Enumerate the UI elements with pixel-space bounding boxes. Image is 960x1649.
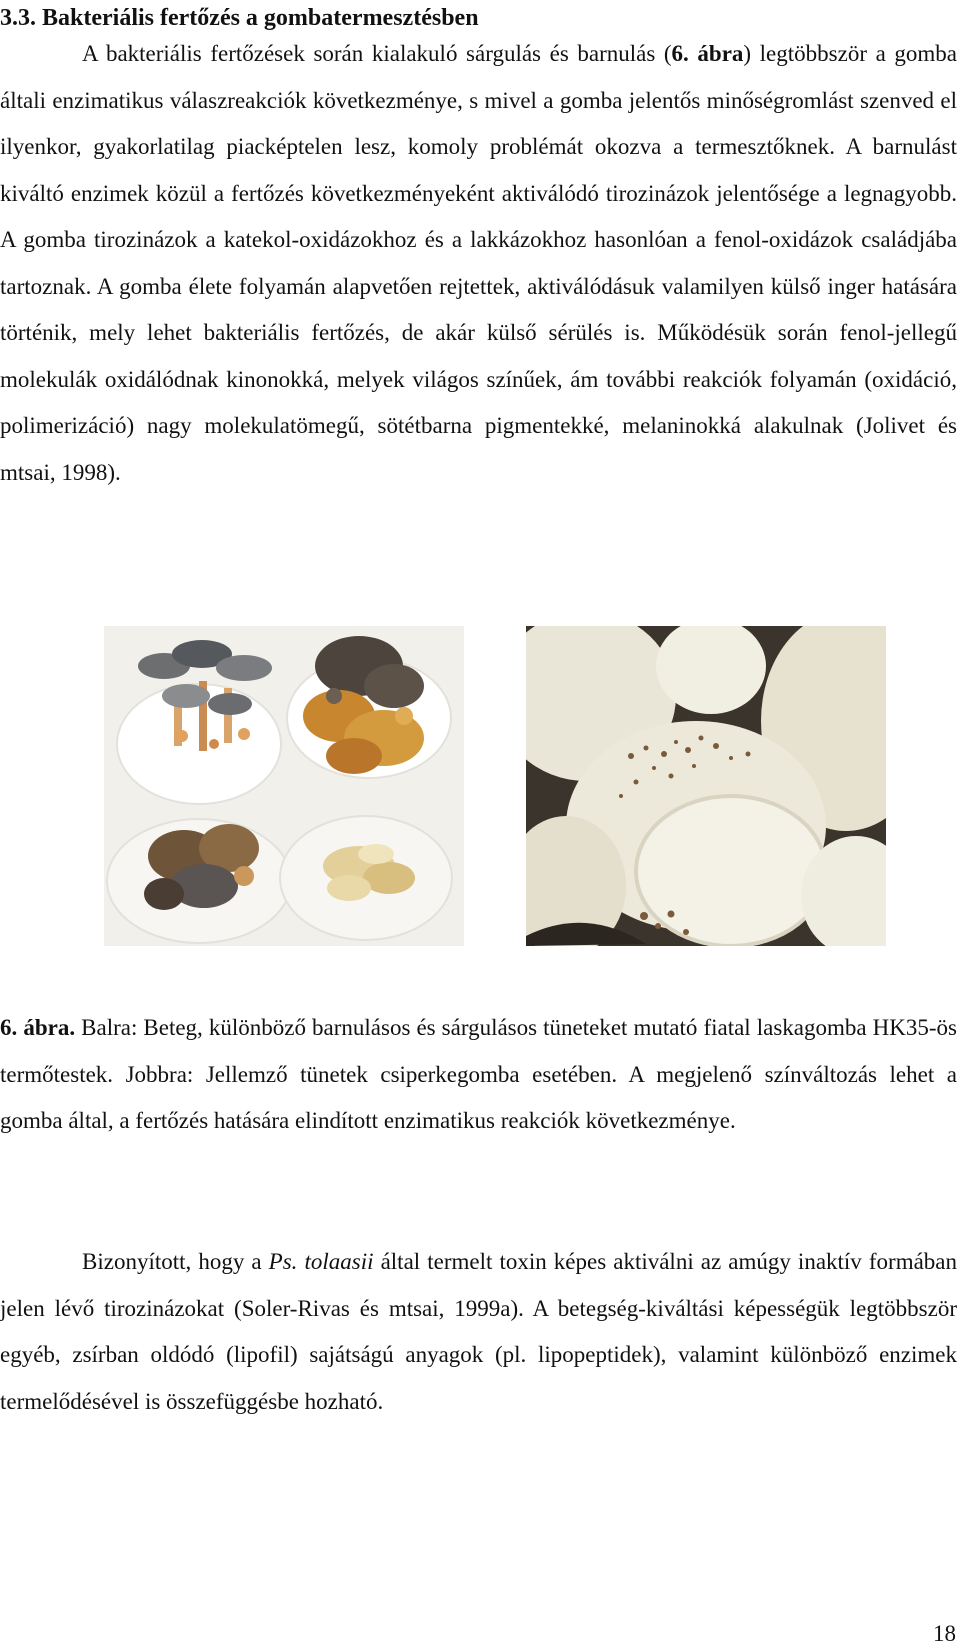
caption-label: 6. ábra.: [0, 1015, 76, 1040]
paragraph-browning: [0, 31, 957, 496]
paragraph2-text-rest: által termelt toxin képes aktiválni az amúgy inaktív formában jelen lévő tirozinázokat (Soler-Rivas és mtsai, 1999a). A betegség-kiváltási képességük legtöbbször egyéb, zsírban oldódó (lipofil) sajátságú anyagok (pl. lipopeptidek), valamint különböző enzimek termelődésével is összefüggésbe hozható.: [0, 1249, 958, 1414]
paragraph2-text-start: Bizonyított, hogy a: [82, 1249, 269, 1274]
figure-reference: 6. ábra: [671, 41, 744, 66]
figure-caption: [0, 1005, 957, 1145]
button-mushroom-illustration: [526, 626, 886, 946]
caption-text: Balra: Beteg, különböző barnulásos és sárgulásos tüneteket mutató fiatal laskagomba HK35-ös termőtestek. Jobbra: Jellemző tünetek csiperkegomba esetében. A megjelenő színváltozás lehet a gomba által, a fertőzés hatására elindított enzimatikus reakciók következménye.: [0, 1015, 958, 1133]
button-mushroom-photo: [526, 626, 886, 946]
paragraph1-text-rest: ) legtöbbször a gomba általi enzimatikus válaszreakciók következménye, s mivel a gomba jelentős minőségromlást szenved el ilyenkor, gyakorlatilag piacképtelen lesz, komoly problémát okozva a termesztőknek. A barnulást kiváltó enzimek közül a fertőzés következményeként aktiválódó tirozinázok jelentősége a legnagyobb. A gomba tirozinázok a katekol-oxidázokhoz és a lakkázokhoz hasonlóan a fenol-oxidázok családjába tartoznak. A gomba élete folyamán alapvetően rejtettek, aktiválódásuk valamilyen külső inger hatására történik, mely lehet bakteriális fertőzés, de akár külső sérülés is. Működésük során fenol-jellegű molekulák oxidálódnak kinonokká, melyek világos színűek, ám további reakciók folyamán (oxidáció, polimerizáció) nagy molekulatömegű, sötétbarna pigmentekké, melaninokká alakulnak (Jolivet és mtsai, 1998).: [0, 41, 957, 485]
page-number: 18: [933, 1621, 956, 1646]
paragraph1-text-start: A bakteriális fertőzések során kialakuló sárgulás és barnulás (: [82, 41, 672, 66]
species-name: Ps. tolaasii: [268, 1249, 374, 1274]
section-heading: 3.3. Bakteriális fertőzés a gombatermesztésben: [0, 5, 479, 31]
paragraph-toxin: [0, 1239, 957, 1425]
oyster-mushroom-photo: [104, 626, 464, 946]
oyster-mushroom-illustration: [104, 626, 464, 946]
